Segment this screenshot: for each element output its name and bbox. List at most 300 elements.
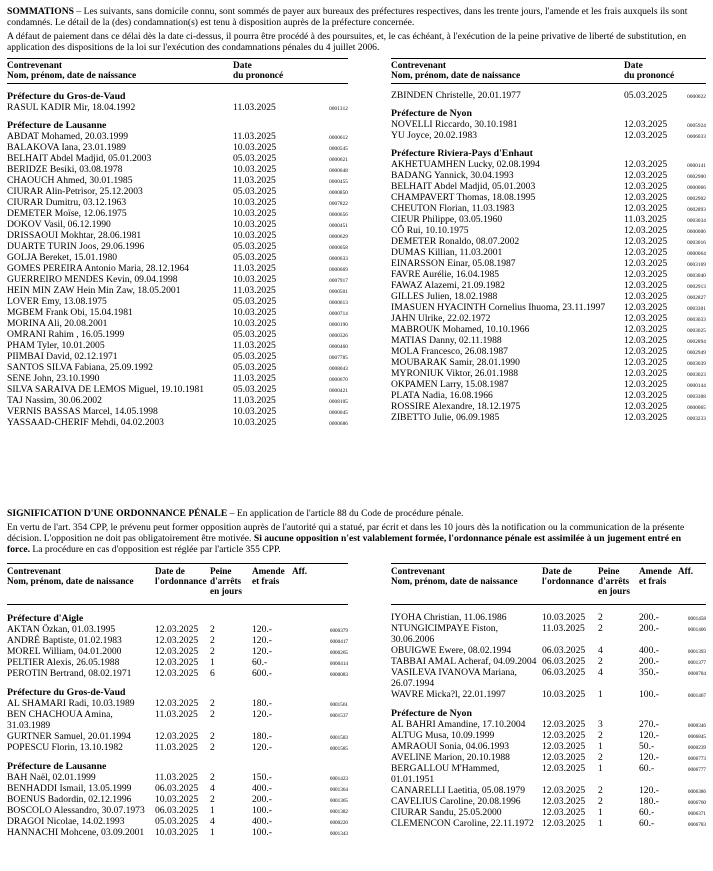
contrevenant-name: ZIBETTO Julie, 06.09.1985: [391, 412, 500, 423]
contrevenant-name: CAVELIUS Caroline, 20.08.1996: [391, 796, 521, 807]
contrevenant-name: ZBINDEN Christelle, 20.01.1977: [391, 90, 521, 101]
date-ordonnance: 10.03.2025: [155, 827, 199, 838]
affaire-number: 0001382: [329, 809, 348, 815]
date-prononce: 12.03.2025: [624, 203, 668, 214]
table-row: [391, 796, 706, 807]
affaire-number: 0000022: [687, 94, 706, 100]
table-row: [7, 668, 348, 679]
contrevenant-name: MGBEM Frank Obi, 15.04.1981: [7, 307, 133, 318]
header-date-line-2: du prononcé: [233, 71, 284, 81]
contrevenant-name: PLATA Nadia, 16.08.1966: [391, 390, 493, 401]
affaire-number: 0001583: [329, 735, 348, 741]
date-prononce: 11.03.2025: [233, 373, 276, 384]
contrevenant-name: BALAKOVA Iana, 23.01.1989: [7, 142, 126, 153]
peine-jours: 4: [210, 816, 215, 827]
date-prononce: 12.03.2025: [624, 192, 668, 203]
table-row: [391, 818, 706, 829]
ordonnance-title-text: – En application de l'article 88 du Code de procédure pénale.: [227, 508, 464, 519]
table-row: [7, 164, 348, 175]
contrevenant-name: CIURAR Dumitru, 03.12.1963: [7, 197, 127, 208]
date-ordonnance: 10.03.2025: [542, 612, 586, 623]
table-row: [391, 689, 706, 700]
affaire-number: 0001537: [329, 713, 348, 719]
contrevenant-name: DUMAS Killian, 11.03.2001: [391, 247, 503, 258]
header-amende: [252, 566, 285, 586]
table-row: [7, 709, 348, 731]
table-row: [7, 296, 348, 307]
header-peine-line-3: en jours: [598, 586, 630, 596]
contrevenant-name: DUARTE TURIN Joos, 29.06.1996: [7, 241, 145, 252]
header-peine: [210, 566, 242, 596]
date-prononce: 12.03.2025: [624, 280, 668, 291]
date-ordonnance: 10.03.2025: [542, 689, 586, 700]
amende-frais: 400.-: [639, 645, 659, 656]
table-row: [7, 384, 348, 395]
date-prononce: 10.03.2025: [233, 406, 277, 417]
peine-jours: 1: [598, 689, 603, 700]
amende-frais: 200.-: [639, 656, 659, 667]
amende-frais: 350.-: [639, 667, 659, 678]
affaire-number: 0003308: [687, 394, 706, 400]
peine-jours: 2: [598, 730, 603, 741]
peine-jours: 1: [598, 763, 603, 774]
affaire-number: 0000144: [687, 383, 706, 389]
contrevenant-name: YASSAAD-CHERIF Mehdi, 04.02.2003: [7, 417, 164, 428]
contrevenant-name: FAWAZ Alazemi, 21.09.1982: [391, 280, 505, 291]
contrevenant-name: CANARELLI Laetitia, 05.08.1979: [391, 785, 526, 796]
peine-jours: 2: [210, 794, 215, 805]
amende-frais: 120.-: [252, 742, 272, 753]
date-prononce: 12.03.2025: [624, 247, 668, 258]
affaire-number: 0000265: [329, 650, 348, 656]
date-prononce: 12.03.2025: [624, 379, 668, 390]
table-row: [7, 373, 348, 384]
prefecture-heading: Préfecture de Nyon: [391, 108, 472, 119]
contrevenant-name: CIURAR Alin-Petrisor, 25.12.2003: [7, 186, 143, 197]
date-prononce: 10.03.2025: [233, 142, 277, 153]
affaire-number: 0000141: [687, 163, 706, 169]
header-name-line-1: Contrevenant: [391, 61, 447, 71]
date-prononce: 12.03.2025: [624, 291, 668, 302]
affaire-number: 0001365: [329, 798, 348, 804]
peine-jours: 1: [598, 741, 603, 752]
date-prononce: 11.03.2025: [233, 131, 276, 142]
contrevenant-name: PEROTIN Bertrand, 08.02.1971: [7, 668, 132, 679]
table-row: [7, 816, 348, 827]
contrevenant-name: DRAGOI Nicolae, 14.02.1993: [7, 816, 125, 827]
date-prononce: 11.03.2025: [624, 214, 667, 225]
table-row: [7, 395, 348, 406]
affaire-number: 0000501: [329, 289, 348, 295]
peine-jours: 2: [210, 772, 215, 783]
contrevenant-name: PHAM Tyler, 10.01.2005: [7, 340, 105, 351]
sommations-section: [7, 6, 706, 478]
date-ordonnance: 12.03.2025: [155, 731, 199, 742]
affaire-number: 0000621: [329, 157, 348, 163]
date-ordonnance: 12.03.2025: [542, 752, 586, 763]
contrevenant-name: HEIN MIN ZAW Hein Min Zaw, 18.05.2001: [7, 285, 181, 296]
table-row: [7, 731, 348, 742]
date-ordonnance: 12.03.2025: [542, 719, 586, 730]
header-amende-line-1: Amende: [252, 566, 285, 576]
header-amende: [639, 566, 672, 586]
amende-frais: 100.-: [252, 827, 272, 838]
table-header: [391, 563, 706, 605]
date-prononce: 05.03.2025: [233, 329, 277, 340]
contrevenant-name: MATIAS Danny, 02.11.1988: [391, 335, 502, 346]
date-ordonnance: 12.03.2025: [542, 796, 586, 807]
amende-frais: 600.-: [252, 668, 272, 679]
date-ordonnance: 05.03.2025: [155, 816, 199, 827]
table-row: [391, 313, 706, 324]
affaire-number: 0005924: [687, 123, 706, 129]
amende-frais: 180.-: [252, 731, 272, 742]
peine-jours: 2: [598, 612, 603, 623]
affaire-number: 0000629: [329, 234, 348, 240]
table-header: [391, 58, 706, 84]
peine-jours: 1: [598, 807, 603, 818]
table-row: [7, 657, 348, 668]
contrevenant-name: AKHETUAMHEN Lucky, 02.08.1994: [391, 159, 540, 170]
table-row: [7, 208, 348, 219]
affaire-number: 0000648: [329, 168, 348, 174]
amende-frais: 180.-: [639, 796, 659, 807]
date-prononce: 05.03.2025: [233, 153, 277, 164]
amende-frais: 150.-: [252, 772, 272, 783]
affaire-number: 0001312: [329, 106, 348, 112]
contrevenant-name: DEMETER Ronaldo, 08.07.2002: [391, 236, 520, 247]
affaire-number: 0000460: [329, 344, 348, 350]
date-ordonnance: 06.03.2025: [542, 656, 586, 667]
ordonnance-right-column: [391, 563, 706, 829]
contrevenant-name: AKTAN Özkan, 01.03.1995: [7, 624, 116, 635]
contrevenant-name: AMRAOUI Sonia, 04.06.1993: [391, 741, 510, 752]
date-prononce: 10.03.2025: [233, 274, 277, 285]
header-date-line-2: du prononcé: [624, 71, 675, 81]
contrevenant-name: LOVER Emy, 13.08.1975: [7, 296, 107, 307]
date-prononce: 05.03.2025: [624, 90, 668, 101]
contrevenant-name: GOLJA Bereket, 15.01.1980: [7, 252, 118, 263]
affaire-number: 0008105: [329, 399, 348, 405]
contrevenant-name: BENHADDI Ismail, 13.05.1999: [7, 783, 132, 794]
contrevenant-name: BERIDZE Besiki, 03.08.1978: [7, 164, 123, 175]
date-prononce: 12.03.2025: [624, 258, 668, 269]
table-row: [391, 346, 706, 357]
amende-frais: 200.-: [639, 612, 659, 623]
affaire-number: 0001561: [329, 702, 348, 708]
table-row: [391, 645, 706, 656]
contrevenant-name: CHAMPAVERT Thomas, 18.08.1995: [391, 192, 536, 203]
sommations-columns: [7, 58, 706, 478]
date-prononce: 12.03.2025: [624, 236, 668, 247]
table-row: [7, 624, 348, 635]
affaire-number: 0006773: [687, 756, 706, 762]
peine-jours: 2: [210, 646, 215, 657]
affaire-number: 0000006: [687, 229, 706, 235]
header-name-line-1: Contrevenant: [7, 61, 63, 71]
peine-jours: 1: [210, 827, 215, 838]
date-ordonnance: 12.03.2025: [155, 646, 199, 657]
date-prononce: 05.03.2025: [233, 252, 277, 263]
affaire-number: 0007785: [329, 355, 348, 361]
ordonnance-title: [7, 508, 706, 519]
header-date: [542, 566, 594, 586]
date-ordonnance: 06.03.2025: [155, 783, 199, 794]
prefecture-heading: Préfecture de Nyon: [391, 708, 472, 719]
affaire-number: 0000346: [687, 723, 706, 729]
contrevenant-name: GOMES PEREIRA Antonio Maria, 28.12.1964: [7, 263, 190, 274]
date-ordonnance: 12.03.2025: [542, 730, 586, 741]
table-row: [7, 285, 348, 296]
table-row: [391, 324, 706, 335]
peine-jours: 2: [598, 752, 603, 763]
table-row: [7, 783, 348, 794]
sommations-left-column: [7, 58, 348, 428]
contrevenant-name: AL SHAMARI Radi, 10.03.1989: [7, 698, 135, 709]
peine-jours: 3: [598, 719, 603, 730]
date-ordonnance: 06.03.2025: [542, 667, 586, 678]
peine-jours: 2: [598, 623, 603, 634]
table-row: [391, 763, 706, 785]
header-date-line-1: Date de: [155, 566, 185, 576]
ordonnance-left-column: [7, 563, 348, 838]
date-prononce: 11.03.2025: [233, 102, 276, 113]
affaire-number: 0000714: [329, 311, 348, 317]
affaire-number: 0001585: [329, 746, 348, 752]
date-ordonnance: 11.03.2025: [155, 772, 198, 783]
table-row: [7, 329, 348, 340]
header-date-line-1: Date: [624, 61, 643, 71]
amende-frais: 200.-: [639, 623, 659, 634]
sommations-text-1: – Les suivants, sans domicile connu, sont sommés de payer aux bureaux des préfectures respectives, dans les trente jours, l'amende et les frais auxquels ils sont condamnés. Le détail de la (des) condamnation(s) est tenu à disposition auprès de la préfecture concernée.: [7, 6, 688, 28]
date-ordonnance: 12.03.2025: [155, 657, 199, 668]
affaire-number: 0002893: [687, 207, 706, 213]
affaire-number: 0000058: [329, 245, 348, 251]
date-prononce: 11.03.2025: [233, 263, 276, 274]
header-name-line-2: Nom, prénom, date de naissance: [391, 71, 521, 81]
header-peine-line-3: en jours: [210, 586, 242, 596]
contrevenant-name: ALTUG Musa, 10.09.1999: [391, 730, 495, 741]
amende-frais: 100.-: [252, 805, 272, 816]
amende-frais: 120.-: [252, 624, 272, 635]
peine-jours: 2: [210, 709, 215, 720]
prefecture-heading: Préfecture de Lausanne: [7, 120, 107, 131]
table-row: [7, 252, 348, 263]
table-row: [7, 131, 348, 142]
peine-jours: 4: [210, 783, 215, 794]
header-peine-line-1: Peine: [598, 566, 620, 576]
date-ordonnance: 11.03.2025: [542, 623, 585, 634]
table-row: [7, 340, 348, 351]
peine-jours: 2: [598, 785, 603, 796]
contrevenant-name: VASILEVA IVANOVA Mariana, 26.07.1994: [391, 667, 517, 689]
contrevenant-name: MOREL William, 04.01.2000: [7, 646, 122, 657]
date-prononce: 10.03.2025: [233, 164, 277, 175]
table-row: [391, 401, 706, 412]
header-amende-line-2: et frais: [252, 576, 280, 586]
contrevenant-name: NTUNGICIMPAYE Fiston, 30.06.2006: [391, 623, 498, 645]
table-row: [7, 805, 348, 816]
contrevenant-name: IYOHA Christian, 11.06.1986: [391, 612, 507, 623]
header-name-line-2: Nom, prénom, date de naissance: [7, 576, 134, 586]
affaire-number: 0002902: [687, 196, 706, 202]
contrevenant-name: MOUBARAK Samir, 28.01.1990: [391, 357, 520, 368]
contrevenant-name: MABROUK Mohamed, 10.10.1966: [391, 324, 530, 335]
affaire-number: 0000379: [329, 628, 348, 634]
contrevenant-name: PELTIER Alexis, 26.05.1988: [7, 657, 120, 668]
contrevenant-name: BOSCOLO Alessandro, 30.07.1973: [7, 805, 145, 816]
affaire-number: 0000633: [329, 256, 348, 262]
table-row: [7, 742, 348, 753]
affaire-number: 0006371: [687, 811, 706, 817]
table-row: [391, 412, 706, 423]
table-row: [391, 291, 706, 302]
contrevenant-name: DOKOV Vasil, 06.12.1990: [7, 219, 111, 230]
table-row: [391, 170, 706, 181]
date-prononce: 12.03.2025: [624, 412, 668, 423]
affaire-number: 0003039: [687, 361, 706, 367]
amende-frais: 200.-: [252, 794, 272, 805]
table-row: [7, 307, 348, 318]
affaire-number: 0000670: [329, 377, 348, 383]
date-prononce: 05.03.2025: [233, 241, 277, 252]
amende-frais: 120.-: [639, 730, 659, 741]
affaire-number: 0000417: [329, 639, 348, 645]
table-row: [391, 269, 706, 280]
affaire-number: 0000220: [329, 820, 348, 826]
amende-frais: 270.-: [639, 719, 659, 730]
contrevenant-name: CIEUR Philippe, 03.05.1960: [391, 214, 503, 225]
table-row: [7, 698, 348, 709]
contrevenant-name: CIURAR Sandu, 25.05.2000: [391, 807, 502, 818]
table-row: [391, 181, 706, 192]
date-prononce: 10.03.2025: [233, 197, 277, 208]
contrevenant-name: DEMETER Moïse, 12.06.1975: [7, 208, 127, 219]
date-ordonnance: 12.03.2025: [542, 785, 586, 796]
affaire-number: 0006760: [687, 800, 706, 806]
header-date-line-2: l'ordonnance: [542, 576, 594, 586]
header-date-line-1: Date de: [542, 566, 572, 576]
table-row: [391, 335, 706, 346]
amende-frais: 60.-: [639, 807, 655, 818]
affaire-number: 0003025: [687, 328, 706, 334]
contrevenant-name: TABBAI AMAL Acheraf, 04.09.2004: [391, 656, 537, 667]
prefecture-heading: Préfecture du Gros-de-Vaud: [7, 91, 126, 102]
date-prononce: 10.03.2025: [233, 417, 277, 428]
affaire-number: 0002913: [687, 284, 706, 290]
affaire-number: 0008043: [329, 366, 348, 372]
contrevenant-name: SILVA SARAIVA DE LEMOS Miguel, 19.10.1981: [7, 384, 205, 395]
header-name-line-2: Nom, prénom, date de naissance: [7, 71, 137, 81]
header-aff: Aff.: [678, 566, 694, 576]
table-row: [7, 142, 348, 153]
table-row: [7, 197, 348, 208]
affaire-number: 0002894: [687, 339, 706, 345]
table-row: [7, 772, 348, 783]
affaire-number: 0001377: [687, 660, 706, 666]
ordonnance-text-2: La procédure en cas d'opposition est réglée par l'article 355 CPP.: [30, 544, 281, 555]
contrevenant-name: CLEMENCON Caroline, 22.11.1972: [391, 818, 534, 829]
contrevenant-name: CHEUTON Florian, 11.03.1983: [391, 203, 515, 214]
date-prononce: 10.03.2025: [233, 208, 277, 219]
affaire-number: 0000083: [329, 672, 348, 678]
contrevenant-name: DRISSAOUI Mokhtar, 28.06.1981: [7, 230, 142, 241]
table-row: [391, 612, 706, 623]
date-prononce: 10.03.2025: [233, 230, 277, 241]
contrevenant-name: OBUIGWE Ewere, 08.02.1994: [391, 645, 512, 656]
header-date: [624, 61, 674, 81]
ordonnance-section: [7, 508, 706, 863]
contrevenant-name: WAVRE Micka?l, 22.01.1997: [391, 689, 506, 700]
header-peine-line-2: d'arrêts: [598, 576, 630, 586]
amende-frais: 120.-: [252, 646, 272, 657]
contrevenant-name: ROSSIRE Alexandre, 18.12.1975: [391, 401, 521, 412]
peine-jours: 2: [210, 624, 215, 635]
affaire-number: 0000613: [329, 300, 348, 306]
affaire-number: 0001406: [687, 627, 706, 633]
date-prononce: 12.03.2025: [624, 181, 668, 192]
peine-jours: 4: [598, 667, 603, 678]
affaire-number: 0000190: [329, 322, 348, 328]
amende-frais: 50.-: [639, 741, 655, 752]
peine-jours: 2: [210, 742, 215, 753]
date-prononce: 11.03.2025: [233, 395, 276, 406]
table-row: [391, 368, 706, 379]
peine-jours: 4: [598, 645, 603, 656]
date-prononce: 12.03.2025: [624, 335, 668, 346]
contrevenant-name: PIIMBAI David, 02.12.1971: [7, 351, 118, 362]
affaire-number: 0003033: [687, 317, 706, 323]
table-row: [7, 794, 348, 805]
table-row: [391, 258, 706, 269]
affaire-number: 0000455: [329, 179, 348, 185]
date-prononce: 10.03.2025: [233, 307, 277, 318]
date-prononce: 12.03.2025: [624, 357, 668, 368]
table-row: [7, 646, 348, 657]
affaire-number: 0002827: [687, 295, 706, 301]
peine-jours: 2: [598, 796, 603, 807]
date-prononce: 12.03.2025: [624, 368, 668, 379]
header-date: [233, 61, 283, 81]
affaire-number: 0000669: [329, 267, 348, 273]
table-row: [7, 263, 348, 274]
table-row: [391, 785, 706, 796]
contrevenant-name: OMRANI Rahim , 16.05.1999: [7, 329, 125, 340]
date-ordonnance: 10.03.2025: [155, 794, 199, 805]
contrevenant-name: BOENUS Badordin, 02.12.1996: [7, 794, 132, 805]
peine-jours: 1: [210, 657, 215, 668]
amende-frais: 100.-: [639, 689, 659, 700]
table-row: [391, 752, 706, 763]
contrevenant-name: SENE John, 23.10.1990: [7, 373, 100, 384]
header-date-line-2: l'ordonnance: [155, 576, 207, 586]
affaire-number: 0007917: [329, 278, 348, 284]
table-row: [391, 247, 706, 258]
header-date: [155, 566, 207, 586]
contrevenant-name: FAVRE Aurélie, 16.04.1985: [391, 269, 500, 280]
affaire-number: 0007822: [329, 201, 348, 207]
affaire-number: 0000421: [329, 388, 348, 394]
table-header: [7, 563, 348, 605]
header-amende-line-2: et frais: [639, 576, 667, 586]
table-row: [7, 102, 348, 113]
header-amende-line-1: Amende: [639, 566, 672, 576]
affaire-number: 0003040: [687, 273, 706, 279]
prefecture-heading: Préfecture Riviera-Pays d'Enhaut: [391, 148, 533, 159]
contrevenant-name: MOLA Francesco, 26.08.1987: [391, 346, 508, 357]
date-prononce: 12.03.2025: [624, 170, 668, 181]
table-row: [391, 236, 706, 247]
